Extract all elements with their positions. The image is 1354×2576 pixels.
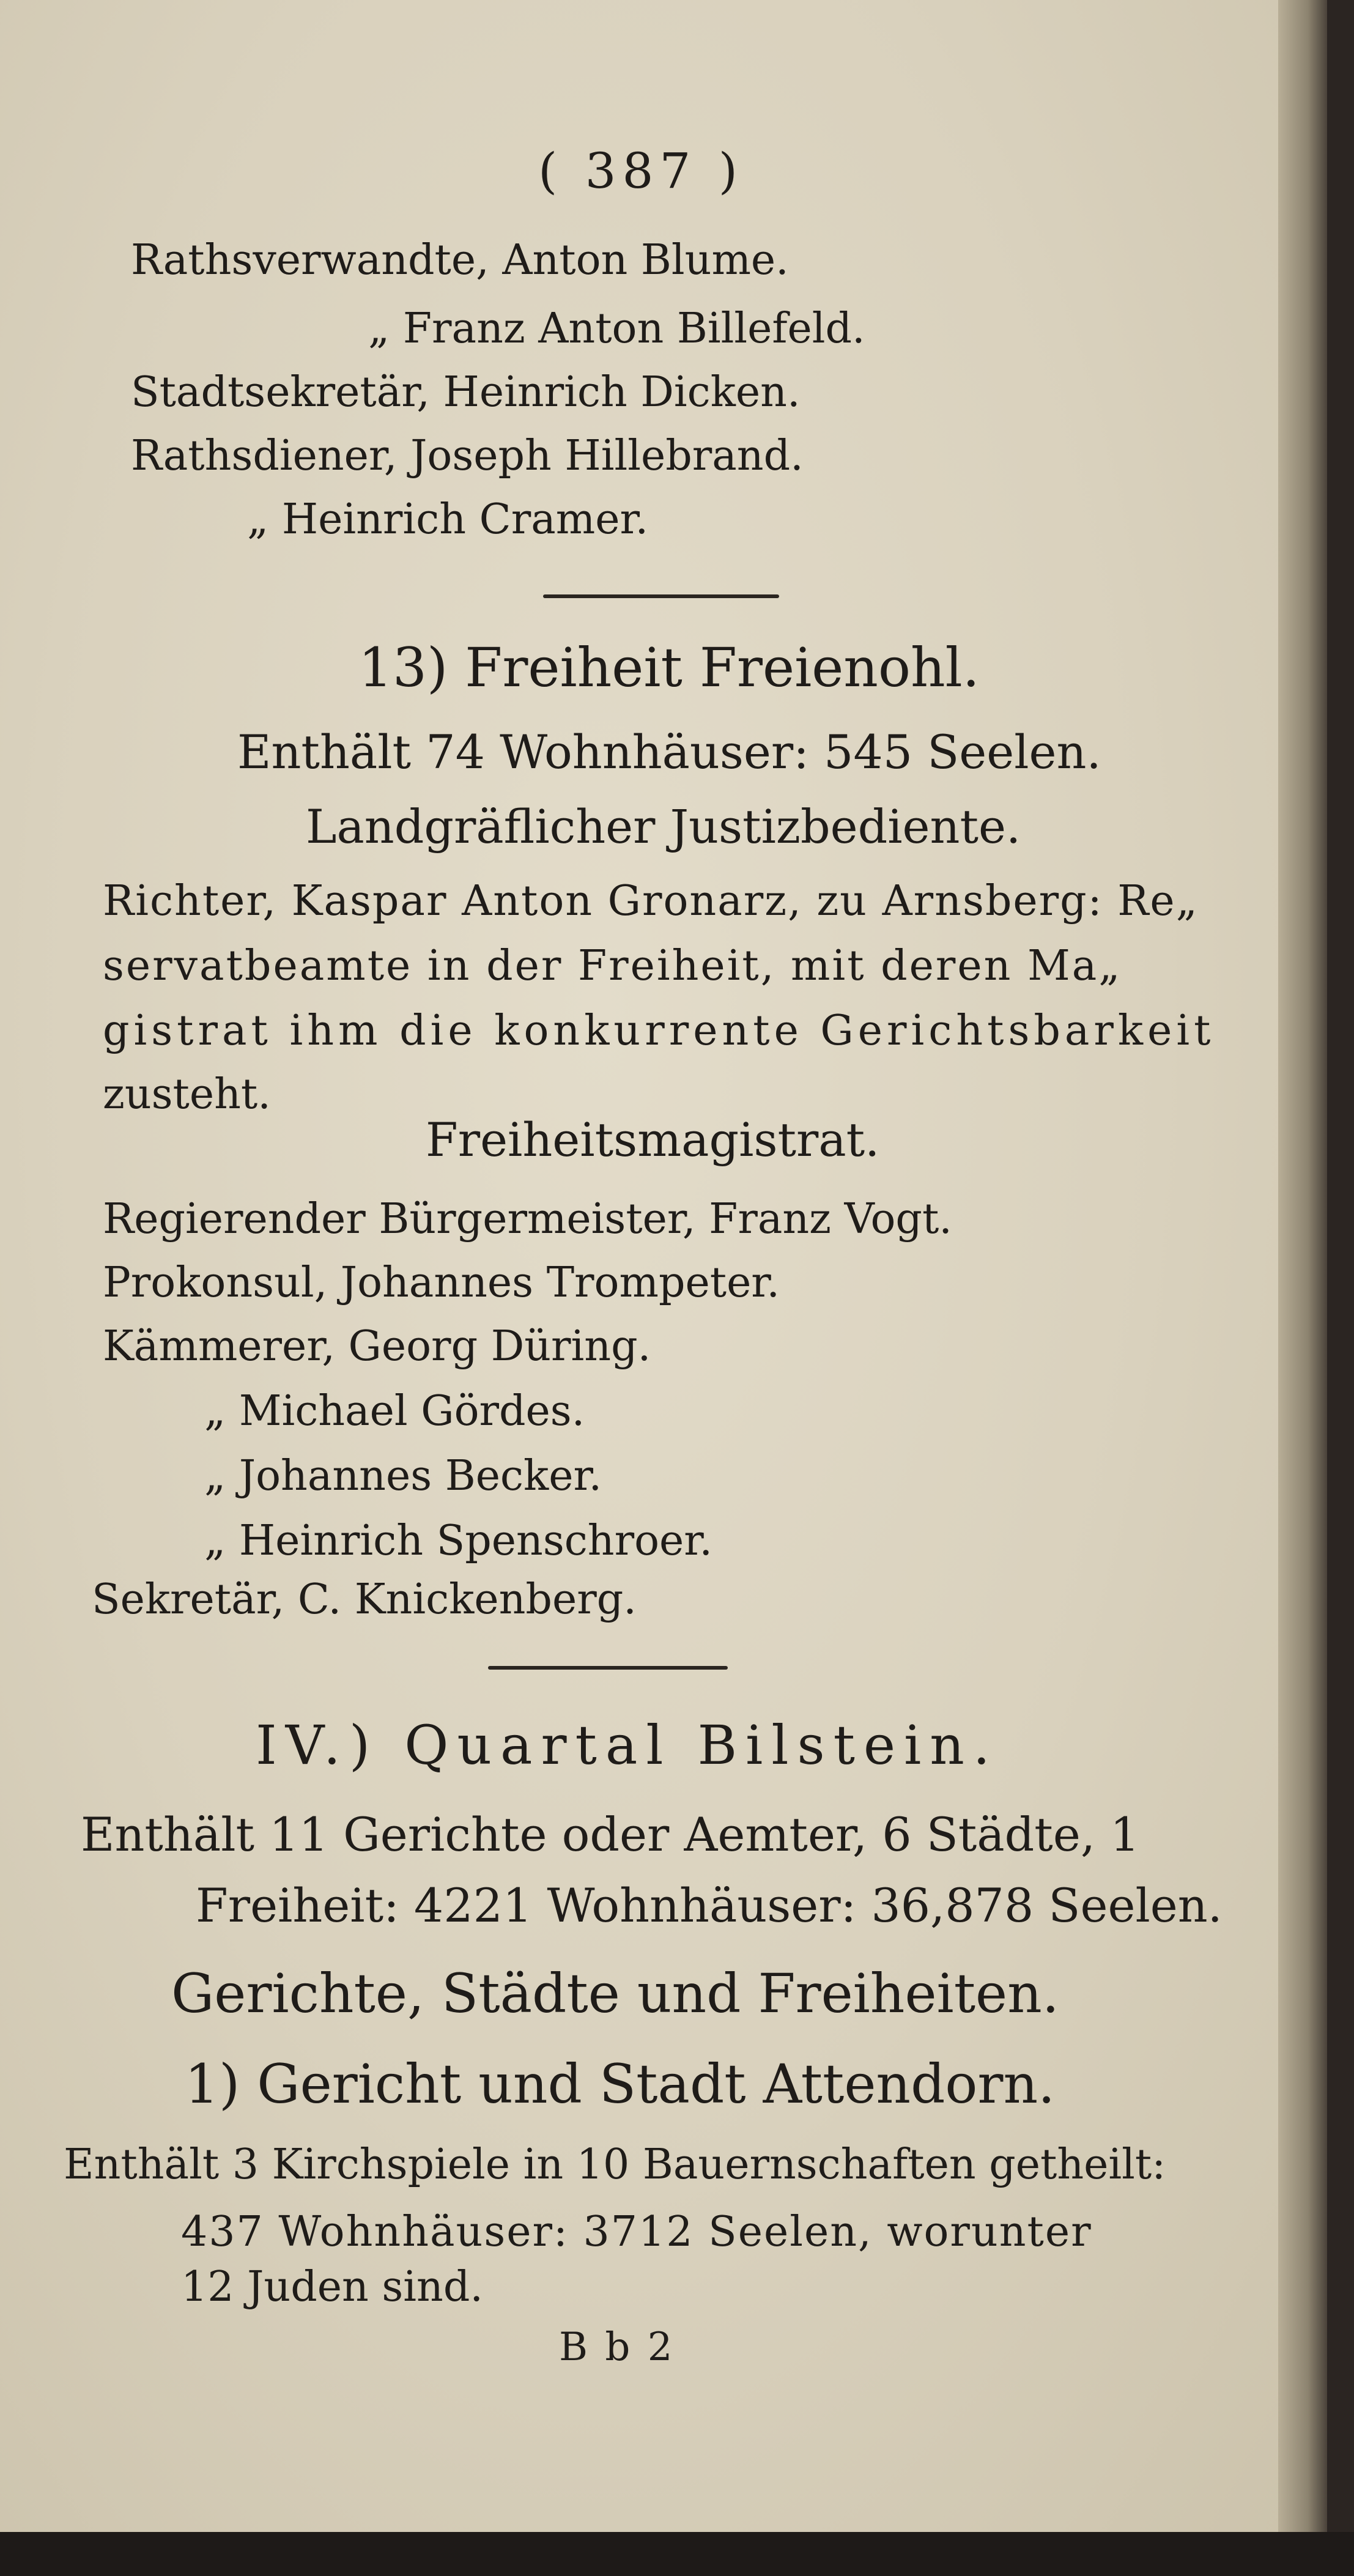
paragraph-line: 12 Juden sind. — [181, 2263, 483, 2311]
list-item: „ Heinrich Spenschroer. — [204, 1517, 712, 1565]
section-stats: Enthält 11 Gerichte oder Aemter, 6 Städte, 1 — [81, 1807, 1140, 1862]
text-line: Rathsdiener, Joseph Hillebrand. — [131, 432, 804, 480]
section-subheading: Landgräflicher Justizbediente. — [306, 799, 1021, 854]
list-item: Regierender Bürgermeister, Franz Vogt. — [103, 1195, 952, 1243]
section-stats: Freiheit: 4221 Wohnhäuser: 36,878 Seelen. — [196, 1878, 1223, 1933]
paragraph-line: Richter, Kaspar Anton Gronarz, zu Arnsberg: Re„ — [103, 877, 1199, 925]
page-number: ( 387 ) — [538, 142, 744, 199]
section-title: IV.) Quartal Bilstein. — [256, 1714, 999, 1777]
page-bottom-edge — [0, 2532, 1354, 2576]
paragraph-line: servatbeamte in der Freiheit, mit deren Ma„ — [103, 942, 1122, 990]
section-subheading: Freiheitsmagistrat. — [426, 1112, 880, 1167]
list-item: „ Michael Gördes. — [204, 1387, 585, 1435]
list-item: Sekretär, C. Knickenberg. — [92, 1575, 637, 1624]
section-subheading: 1) Gericht und Stadt Attendorn. — [185, 2052, 1056, 2115]
text-line: Rathsverwandte, Anton Blume. — [131, 236, 789, 284]
catchword: B b 2 — [559, 2325, 675, 2370]
section-subheading: Gerichte, Städte und Freiheiten. — [171, 1962, 1059, 2025]
paragraph-line: 437 Wohnhäuser: 3712 Seelen, worunter — [181, 2208, 1092, 2256]
section-divider — [488, 1666, 728, 1670]
book-spine — [1278, 0, 1327, 2576]
text-line: Stadtsekretär, Heinrich Dicken. — [131, 368, 801, 416]
text-line: „ Franz Anton Billefeld. — [368, 305, 865, 353]
list-item: Prokonsul, Johannes Trompeter. — [103, 1259, 780, 1307]
paragraph-line: zusteht. — [103, 1070, 271, 1119]
section-stats: Enthält 74 Wohnhäuser: 545 Seelen. — [237, 725, 1101, 779]
paragraph-line: gistrat ihm die konkurrente Gerichtsbarkeit — [103, 1007, 1215, 1055]
list-item: Kämmerer, Georg Düring. — [103, 1322, 651, 1371]
list-item: „ Johannes Becker. — [204, 1452, 602, 1500]
section-divider — [543, 594, 779, 598]
section-title: 13) Freiheit Freienohl. — [358, 636, 980, 699]
paragraph-line: Enthält 3 Kirchspiele in 10 Bauernschaften getheilt: — [64, 2141, 1166, 2189]
text-line: „ Heinrich Cramer. — [247, 495, 649, 544]
